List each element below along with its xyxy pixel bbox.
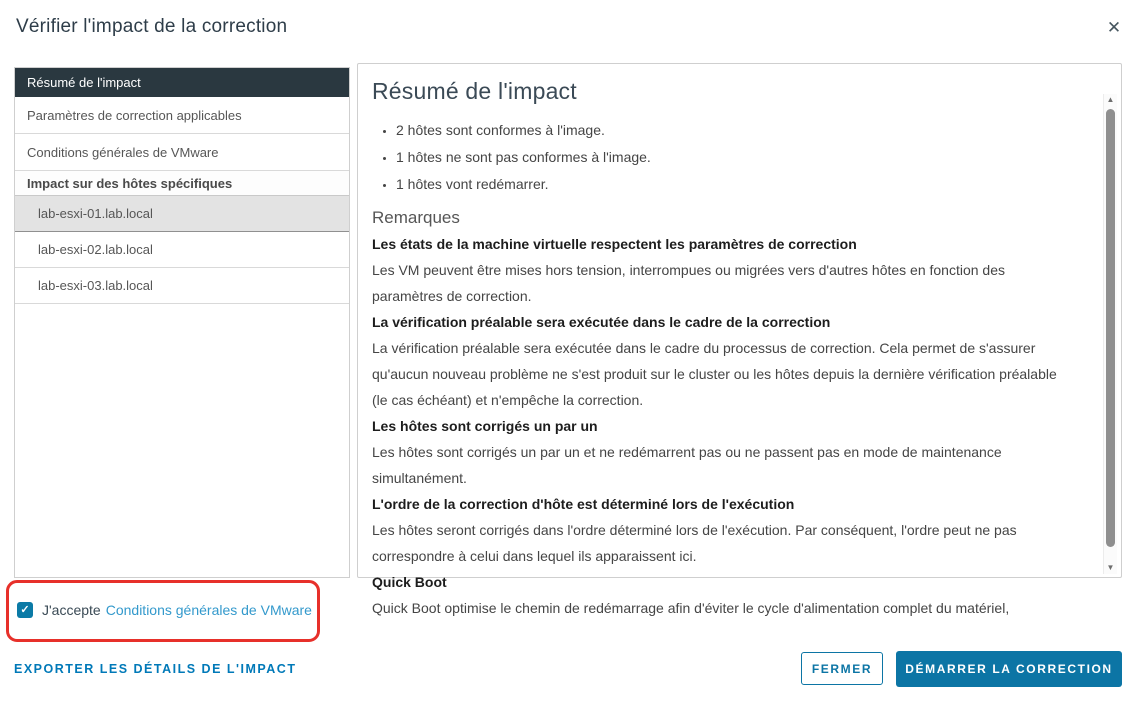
sidebar-item-host-esxi-03[interactable]: lab-esxi-03.lab.local xyxy=(15,268,349,304)
remark-body: Les VM peuvent être mises hors tension, interrompues ou migrées vers d'autres hôtes en fonction des paramètres de correction. xyxy=(372,262,1006,304)
impact-bullet: • 1 hôtes ne sont pas conformes à l'image. xyxy=(396,144,1073,171)
remark-section xyxy=(372,569,1073,621)
scroll-up-icon[interactable]: ▲ xyxy=(1106,95,1115,104)
remark-title: La vérification préalable sera exécutée dans le cadre de la correction xyxy=(372,314,831,330)
remark-title: Quick Boot xyxy=(372,574,447,590)
remark-section xyxy=(372,309,1073,413)
impact-bullet: • 2 hôtes sont conformes à l'image. xyxy=(396,117,1073,144)
fermer-button[interactable]: FERMER xyxy=(801,652,883,685)
remark-body: Les hôtes sont corrigés un par un et ne redémarrent pas ou ne passent pas en mode de maintenance simultanément. xyxy=(372,444,1002,486)
scroll-down-icon[interactable]: ▼ xyxy=(1106,563,1115,572)
sidebar-item-host-esxi-01[interactable]: lab-esxi-01.lab.local xyxy=(15,196,349,232)
export-details-link[interactable]: EXPORTER LES DÉTAILS DE L'IMPACT xyxy=(14,662,297,676)
accept-label: J'accepte xyxy=(42,602,101,618)
sidebar-group-impact-hotes: Impact sur des hôtes spécifiques xyxy=(15,171,349,196)
impact-bullet-list xyxy=(372,117,1073,198)
start-remediation-button[interactable]: DÉMARRER LA CORRECTION xyxy=(896,651,1122,687)
remark-body: Les hôtes seront corrigés dans l'ordre déterminé lors de l'exécution. Par conséquent, l'ordre peut ne pas correspondre à celui dans lequel ils apparaissent ici. xyxy=(372,522,1017,564)
accept-terms-row xyxy=(17,602,312,618)
check-icon: ✓ xyxy=(20,603,30,616)
remark-title: Les états de la machine virtuelle respectent les paramètres de correction xyxy=(372,236,857,252)
remark-body: La vérification préalable sera exécutée dans le cadre du processus de correction. Cela permet de s'assurer qu'aucun nouveau problème ne s'est produit sur le cluster ou les hôtes depuis la dernière vérification préalable (le cas échéant) et n'empêche la correction. xyxy=(372,340,1057,408)
remark-body: Quick Boot optimise le chemin de redémarrage afin d'éviter le cycle d'alimentation complet du matériel, xyxy=(372,600,1010,616)
remark-section xyxy=(372,231,1073,309)
remark-section xyxy=(372,413,1073,491)
scrollbar-thumb[interactable] xyxy=(1106,109,1115,547)
sidebar-item-conditions-generales[interactable]: Conditions générales de VMware xyxy=(15,134,349,171)
terms-link[interactable]: Conditions générales de VMware xyxy=(105,602,312,618)
close-icon[interactable]: ✕ xyxy=(1100,14,1128,42)
content-heading: Résumé de l'impact xyxy=(372,78,577,104)
dialog-title: Vérifier l'impact de la correction xyxy=(16,16,288,37)
sidebar-item-parametres-correction[interactable]: Paramètres de correction applicables xyxy=(15,97,349,134)
accept-terms-checkbox[interactable] xyxy=(17,602,33,618)
remark-title: L'ordre de la correction d'hôte est déterminé lors de l'exécution xyxy=(372,496,795,512)
scrollbar[interactable] xyxy=(1103,94,1117,574)
remark-section xyxy=(372,491,1073,569)
impact-bullet: • 1 hôtes vont redémarrer. xyxy=(396,171,1073,198)
sidebar-nav xyxy=(14,67,350,578)
sidebar-item-resume-impact[interactable]: Résumé de l'impact xyxy=(15,68,349,97)
remark-title: Les hôtes sont corrigés un par un xyxy=(372,418,598,434)
sidebar-item-host-esxi-02[interactable]: lab-esxi-02.lab.local xyxy=(15,232,349,268)
impact-summary-panel xyxy=(357,63,1122,616)
remarks-heading: Remarques xyxy=(372,208,460,227)
